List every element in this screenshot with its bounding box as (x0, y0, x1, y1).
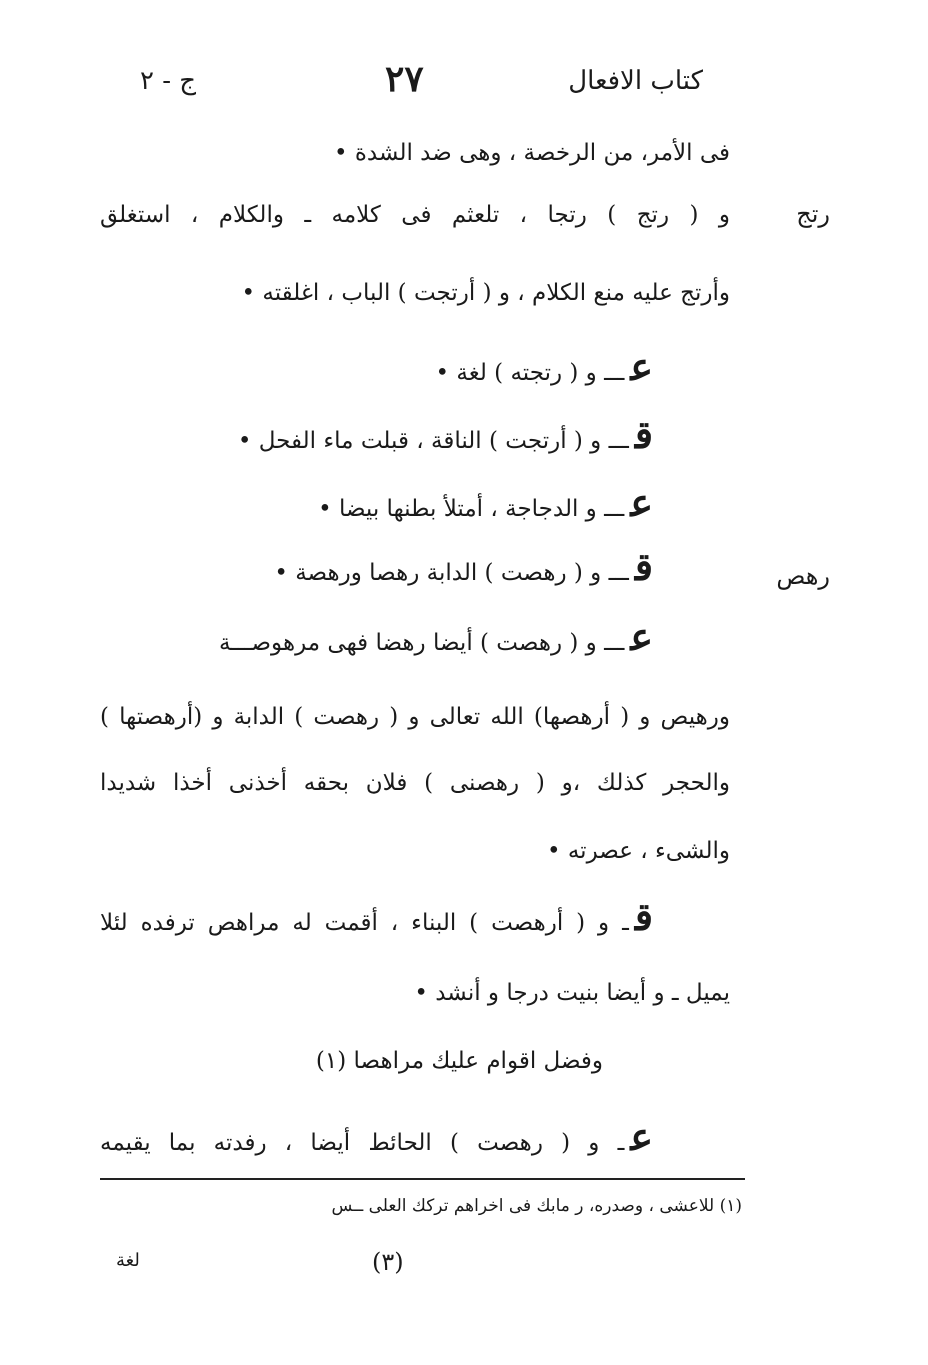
source-letter-qaf: ق (634, 894, 653, 939)
volume-label: ج - ٢ (140, 66, 197, 96)
source-letter-qaf: ق (634, 544, 653, 589)
entry-text: ـــ و ( رتجته ) لغة • (435, 360, 625, 386)
entry-text: ـــ و ( رهصت ) الدابة رهصا ورهصة • (274, 560, 629, 586)
body-line: ورهيص و ( أرهصها) الله تعالى و ( رهصت ) الدابة و (أرهصتها ) (100, 704, 730, 730)
entry-line (274, 544, 653, 589)
body-line: وأرتج عليه منع الكلام ، و ( أرتجت ) الباب ، اغلقته • (241, 280, 730, 306)
running-title: كتاب الافعال (568, 66, 703, 96)
source-letter-ain: ع (630, 614, 653, 659)
body-line: و ( رتج ) رتجا ، تلعثم فى كلامه ـ والكلام ، استغلق (100, 202, 730, 228)
source-letter-ain: ع (630, 344, 653, 389)
source-letter-qaf: ق (634, 412, 653, 457)
page-number: ٢٧ (385, 58, 424, 100)
footnote: (١) للاعشى ، وصدره، ر مابك فى اخراهم تركك العلى ــس (331, 1196, 742, 1216)
source-letter-ain: ع (630, 480, 653, 525)
body-line: والحجر كذلك ،و ( رهصنى ) فلان بحقه أخذنى أخذا شديدا (100, 770, 730, 796)
entry-text: ـ و ( أرهصت ) البناء ، أقمت له مراهص ترفده لئلا (100, 910, 629, 936)
footnote-divider (100, 1178, 745, 1180)
body-line: يميل ـ و أيضا بنيت درجا و أنشد • (414, 980, 730, 1006)
entry-line (435, 344, 653, 389)
source-letter-ain: ع (630, 1114, 653, 1159)
margin-headword-ratj: رتج (796, 200, 830, 228)
verse-line: وفضل اقوام عليك مراهصا (١) (315, 1048, 603, 1074)
entry-line (218, 614, 653, 659)
entry-line (100, 1114, 653, 1159)
entry-text: ـ و ( رهصت ) الحائط أيضا ، رفدته بما يقيمه (100, 1130, 625, 1156)
entry-line (318, 480, 653, 525)
entry-text: ـــ و الدجاجة ، أمتلأ بطنها بيضا • (318, 496, 625, 522)
body-line: فى الأمر، من الرخصة ، وهى ضد الشدة • (333, 140, 730, 166)
catchword: لغة (116, 1250, 140, 1271)
entry-text: ـــ و ( أرتجت ) الناقة ، قبلت ماء الفحل • (237, 428, 629, 454)
entry-line (100, 894, 653, 939)
margin-headword-rahas: رهص (776, 562, 830, 590)
body-line: والشىء ، عصرته • (546, 838, 730, 864)
entry-text: ـــ و ( رهصت ) أيضا رهضا فهى مرهوصـــة (218, 630, 625, 656)
signature-mark: (٣) (372, 1248, 404, 1276)
entry-line (237, 412, 653, 457)
